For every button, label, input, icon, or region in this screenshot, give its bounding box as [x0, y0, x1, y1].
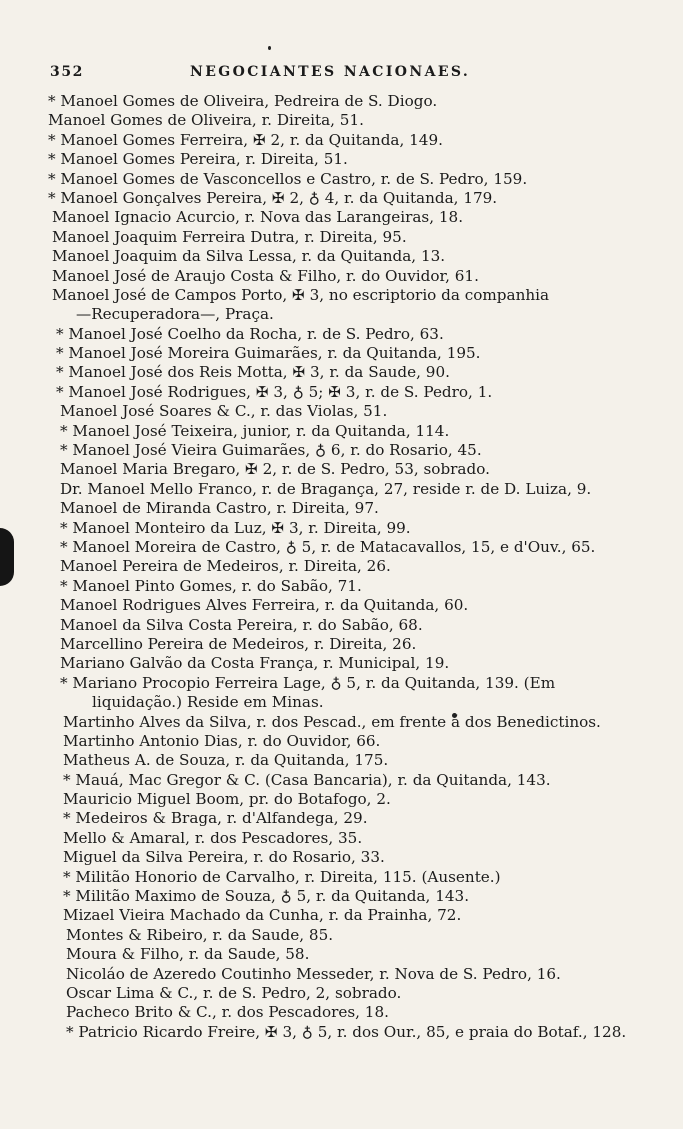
- list-item: * Mariano Procopio Ferreira Lage, ♁ 5, r. da Quitanda, 139. (Em: [60, 673, 556, 692]
- list-item: Manoel Joaquim da Silva Lessa, r. da Quitanda, 13.: [52, 247, 446, 266]
- list-item-continuation: liquidação.) Reside em Minas.: [92, 693, 324, 712]
- running-title: NEGOCIANTES NACIONAES.: [190, 64, 471, 80]
- list-item: Mello & Amaral, r. dos Pescadores, 35.: [63, 828, 363, 847]
- list-item: Manoel José Soares & C., r. das Violas, 51.: [60, 402, 388, 421]
- page-header: [50, 64, 640, 86]
- list-item: * Medeiros & Braga, r. d'Alfandega, 29.: [63, 809, 368, 828]
- list-item: Manoel José de Campos Porto, ✠ 3, no escriptorio da companhia: [52, 285, 550, 304]
- list-item: * Mauá, Mac Gregor & C. (Casa Bancaria), r. da Quitanda, 143.: [63, 770, 551, 789]
- list-item: * Manoel Pinto Gomes, r. do Sabão, 71.: [60, 576, 362, 595]
- list-item: * Manoel Gomes Ferreira, ✠ 2, r. da Quitanda, 149.: [48, 130, 443, 149]
- directory-list: [0, 92, 683, 1042]
- list-item: Pacheco Brito & C., r. dos Pescadores, 18.: [66, 1003, 389, 1022]
- list-item: * Patricio Ricardo Freire, ✠ 3, ♁ 5, r. dos Our., 85, e praia do Botaf., 128.: [66, 1022, 627, 1041]
- list-item: Matheus A. de Souza, r. da Quitanda, 175.: [63, 751, 389, 770]
- list-item: * Manoel José Vieira Guimarães, ♁ 6, r. do Rosario, 45.: [60, 441, 482, 460]
- list-item: Mizael Vieira Machado da Cunha, r. da Prainha, 72.: [63, 906, 462, 925]
- list-item: Manoel Maria Bregaro, ✠ 2, r. de S. Pedro, 53, sobrado.: [60, 460, 490, 479]
- list-item: Nicoláo de Azeredo Coutinho Messeder, r. Nova de S. Pedro, 16.: [66, 964, 561, 983]
- list-item: * Manoel José dos Reis Motta, ✠ 3, r. da Saude, 90.: [56, 363, 450, 382]
- list-item: * Manoel Monteiro da Luz, ✠ 3, r. Direita, 99.: [60, 518, 411, 537]
- list-item: Manoel José de Araujo Costa & Filho, r. do Ouvidor, 61.: [52, 266, 479, 285]
- list-item: Manoel Rodrigues Alves Ferreira, r. da Quitanda, 60.: [60, 596, 469, 615]
- list-item: * Manoel Gomes Pereira, r. Direita, 51.: [48, 150, 348, 169]
- list-item: * Manoel José Rodrigues, ✠ 3, ♁ 5; ✠ 3, r. de S. Pedro, 1.: [56, 382, 493, 401]
- list-item: Oscar Lima & C., r. de S. Pedro, 2, sobrado.: [66, 983, 402, 1002]
- list-item: * Manoel Gonçalves Pereira, ✠ 2, ♁ 4, r. da Quitanda, 179.: [48, 188, 498, 207]
- list-item: * Manoel Gomes de Oliveira, Pedreira de S. Diogo.: [48, 92, 438, 110]
- list-item: * Manoel José Coelho da Rocha, r. de S. Pedro, 63.: [56, 324, 444, 343]
- list-item: Manoel Gomes de Oliveira, r. Direita, 51.: [48, 111, 364, 130]
- list-item-continuation: —Recuperadora—, Praça.: [76, 305, 274, 324]
- list-item: * Manoel José Teixeira, junior, r. da Quitanda, 114.: [60, 421, 450, 440]
- list-item: Dr. Manoel Mello Franco, r. de Bragança, 27, reside r. de D. Luiza, 9.: [60, 479, 592, 498]
- list-item: * Manoel Gomes de Vasconcellos e Castro, r. de S. Pedro, 159.: [48, 169, 528, 188]
- list-item: Mauricio Miguel Boom, pr. do Botafogo, 2.: [63, 790, 391, 809]
- list-item: * Manoel José Moreira Guimarães, r. da Quitanda, 195.: [56, 344, 481, 363]
- list-item: * Militão Maximo de Souza, ♁ 5, r. da Quitanda, 143.: [63, 887, 470, 906]
- list-item: Mariano Galvão da Costa França, r. Municipal, 19.: [60, 654, 450, 673]
- list-item: Miguel da Silva Pereira, r. do Rosario, 33.: [63, 848, 385, 867]
- list-item: * Manoel Moreira de Castro, ♁ 5, r. de Matacavallos, 15, e d'Ouv., 65.: [60, 537, 596, 556]
- list-item: * Militão Honorio de Carvalho, r. Direita, 115. (Ausente.): [63, 867, 501, 886]
- list-item: Moura & Filho, r. da Saude, 58.: [66, 945, 310, 964]
- list-item: Manoel Pereira de Medeiros, r. Direita, 26.: [60, 557, 391, 576]
- list-item: Manoel de Miranda Castro, r. Direita, 97.: [60, 499, 379, 518]
- ink-dot: [268, 46, 271, 50]
- list-item: Martinho Antonio Dias, r. do Ouvidor, 66.: [63, 731, 381, 750]
- list-item: Manoel Ignacio Acurcio, r. Nova das Larangeiras, 18.: [52, 208, 464, 227]
- page-number: 352: [50, 64, 85, 80]
- list-item: Marcellino Pereira de Medeiros, r. Direita, 26.: [60, 634, 417, 653]
- list-item: Manoel da Silva Costa Pereira, r. do Sabão, 68.: [60, 615, 423, 634]
- list-item: Martinho Alves da Silva, r. dos Pescad., em frente á dos Benedictinos.: [63, 712, 601, 731]
- list-item: Manoel Joaquim Ferreira Dutra, r. Direita, 95.: [52, 227, 407, 246]
- list-item: Montes & Ribeiro, r. da Saude, 85.: [66, 925, 334, 944]
